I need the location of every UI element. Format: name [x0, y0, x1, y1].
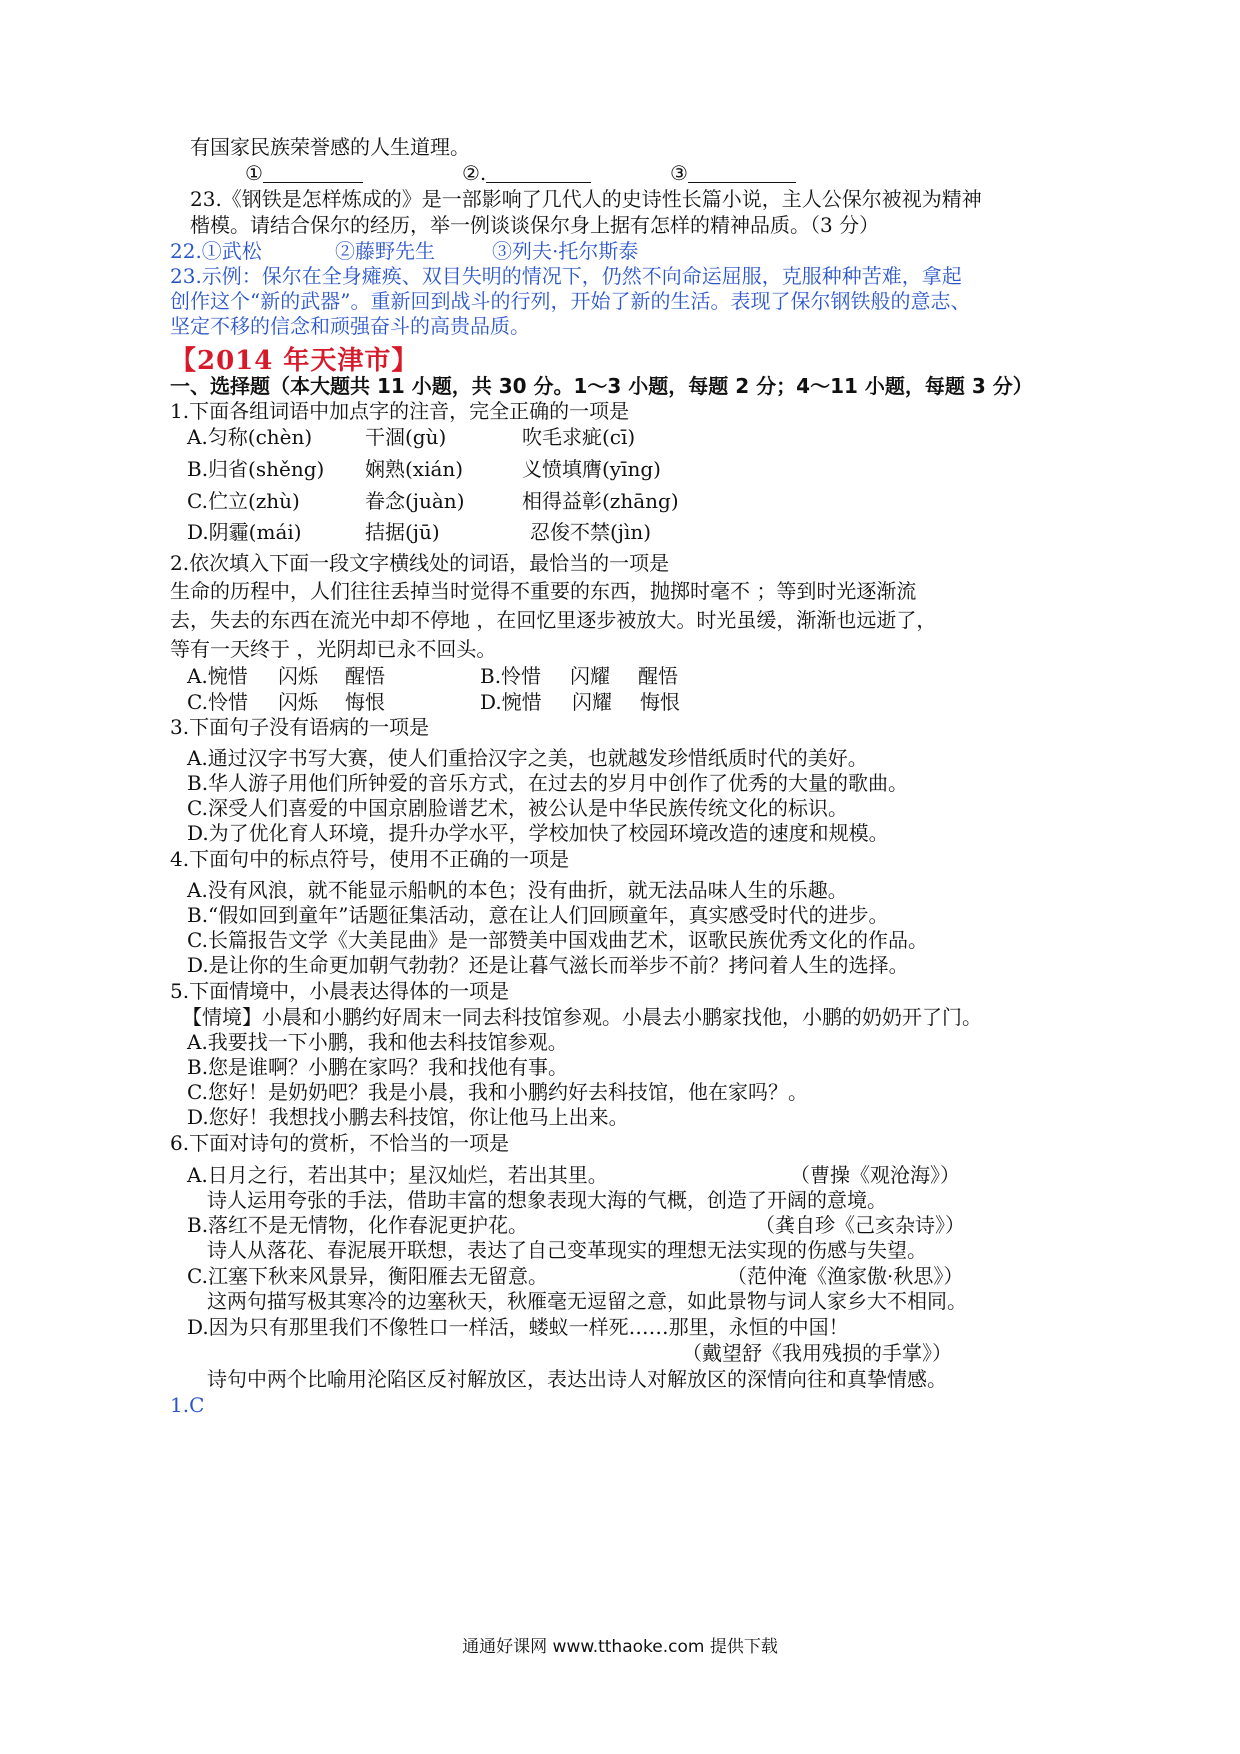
q1-a-3: 吹毛求疵(cī)	[522, 425, 636, 449]
q6-stem: 6.下面对诗句的赏析，不恰当的一项是	[170, 1131, 510, 1155]
q3-option-d: D.为了优化育人环境，提升办学水平，学校加快了校园环境改造的速度和规模。	[187, 821, 889, 845]
answer-22-1: 22.①武松	[170, 239, 262, 263]
q23-line2: 楷模。请结合保尔的经历，举一例谈谈保尔身上据有怎样的精神品质。（3 分）	[190, 213, 880, 237]
q4-option-c: C.长篇报告文学《大美昆曲》是一部赞美中国戏曲艺术，讴歌民族优秀文化的作品。	[187, 928, 928, 952]
q6-option-b: B.落红不是无情物，化作春泥更护花。	[187, 1213, 529, 1237]
q6-option-a-note: 诗人运用夸张的手法，借助丰富的想象表现大海的气概，创造了开阔的意境。	[207, 1188, 887, 1212]
q1-b-2: 娴熟(xián)	[365, 457, 464, 481]
q6-option-c: C.江塞下秋来风景异，衡阳雁去无留意。	[187, 1264, 548, 1288]
q5-stem: 5.下面情境中，小晨表达得体的一项是	[170, 979, 510, 1003]
q2-passage-1: 生命的历程中，人们往往丢掉当时觉得不重要的东西，抛掷时毫不 ；等到时光逐渐流	[170, 579, 917, 603]
blank-1-label: ①	[245, 161, 263, 185]
q1-a-2: 干涸(gù)	[365, 425, 447, 449]
answer-1: 1.C	[170, 1393, 205, 1417]
q5-option-b: B.您是谁啊？小鹏在家吗？我和找他有事。	[187, 1055, 569, 1079]
q3-option-b: B.华人游子用他们所钟爱的音乐方式，在过去的岁月中创作了优秀的大量的歌曲。	[187, 771, 909, 795]
blank-3	[670, 160, 796, 186]
q2-option-a-1: A.惋惜	[187, 664, 248, 688]
q6-option-d: D.因为只有那里我们不像牲口一样活，蝼蚁一样死……那里，永恒的中国！	[187, 1315, 849, 1339]
q2-option-c-1: C.怜惜	[187, 690, 248, 714]
q2-passage-2: 去，失去的东西在流光中却不停地 ，在回忆里逐步被放大。时光虽缓，渐渐也远逝了，	[170, 608, 937, 632]
q2-option-d-3: 悔恨	[640, 690, 680, 714]
q2-passage-3: 等有一天终于 ，光阴却已永不回头。	[170, 637, 497, 661]
q2-option-d-1: D.惋惜	[480, 690, 542, 714]
q6-option-d-note: 诗句中两个比喻用沦陷区反衬解放区，表达出诗人对解放区的深情向往和真挚情感。	[207, 1367, 947, 1391]
q1-d-2: 拮据(jū)	[365, 520, 440, 544]
q1-b-3: 义愤填膺(yīng)	[522, 457, 661, 481]
q3-stem: 3.下面句子没有语病的一项是	[170, 715, 430, 739]
intro-line: 有国家民族荣誉感的人生道理。	[190, 135, 470, 159]
answer-22-2: ②藤野先生	[335, 239, 435, 263]
q6-option-a-source: （曹操《观沧海》）	[790, 1163, 960, 1187]
q1-d-3: 忍俊不禁(jìn)	[530, 520, 652, 544]
q1-d-1: D.阴霾(mái)	[187, 520, 302, 544]
q23-line1: 23.《钢铁是怎样炼成的》是一部影响了几代人的史诗性长篇小说，主人公保尔被视为精神	[190, 187, 982, 211]
blank-2	[462, 160, 591, 186]
answer-22-3: ③列夫·托尔斯泰	[492, 239, 639, 263]
q2-option-c-2: 闪烁	[278, 690, 318, 714]
q6-option-c-source: （范仲淹《渔家傲·秋思》）	[727, 1264, 964, 1288]
q5-option-a: A.我要找一下小鹏，我和他去科技馆参观。	[187, 1030, 568, 1054]
answer-23-line1: 23.示例：保尔在全身瘫痪、双目失明的情况下，仍然不向命运屈服，克服种种苦难，拿起	[170, 264, 962, 288]
q2-option-c-3: 悔恨	[345, 690, 385, 714]
q1-a-1: A.匀称(chèn)	[187, 425, 313, 449]
q5-option-d: D.您好！我想找小鹏去科技馆，你让他马上出来。	[187, 1105, 629, 1129]
q3-option-a: A.通过汉字书写大赛，使人们重拾汉字之美，也就越发珍惜纸质时代的美好。	[187, 746, 868, 770]
blank-1	[245, 160, 363, 186]
q1-stem: 1.下面各组词语中加点字的注音，完全正确的一项是	[170, 399, 630, 423]
q2-option-b-3: 醒悟	[638, 664, 678, 688]
q4-option-a: A.没有风浪，就不能显示船帆的本色；没有曲折，就无法品味人生的乐趣。	[187, 878, 848, 902]
page-footer: 通通好课网 www.tthaoke.com 提供下载	[462, 1637, 778, 1657]
q1-c-1: C.伫立(zhù)	[187, 489, 300, 513]
q4-option-d: D.是让你的生命更加朝气勃勃？还是让暮气滋长而举步不前？拷问着人生的选择。	[187, 953, 909, 977]
section-instructions: 一、选择题（本大题共 11 小题，共 30 分。1～3 小题，每题 2 分；4～11 小题，每题 3 分）	[170, 374, 1033, 398]
q2-option-d-2: 闪耀	[572, 690, 612, 714]
q6-option-a: A.日月之行，若出其中；星汉灿烂，若出其里。	[187, 1163, 608, 1187]
q6-option-c-note: 这两句描写极其寒冷的边塞秋天，秋雁毫无逗留之意，如此景物与词人家乡大不相同。	[207, 1289, 967, 1313]
q2-option-a-3: 醒悟	[345, 664, 385, 688]
q3-option-c: C.深受人们喜爱的中国京剧脸谱艺术，被公认是中华民族传统文化的标识。	[187, 796, 848, 820]
q2-option-a-2: 闪烁	[278, 664, 318, 688]
q1-c-2: 眷念(juàn)	[365, 489, 465, 513]
q6-option-d-source: （戴望舒《我用残损的手掌》）	[682, 1341, 952, 1365]
q1-c-3: 相得益彰(zhāng)	[522, 489, 679, 513]
q4-stem: 4.下面句中的标点符号，使用不正确的一项是	[170, 847, 570, 871]
q4-option-b: B.“假如回到童年”话题征集活动，意在让人们回顾童年，真实感受时代的进步。	[187, 903, 889, 927]
q2-option-b-1: B.怜惜	[480, 664, 542, 688]
answer-23-line2: 创作这个“新的武器”。重新回到战斗的行列，开始了新的生活。表现了保尔钢铁般的意志、	[170, 289, 971, 313]
answer-23-line3: 坚定不移的信念和顽强奋斗的高贵品质。	[170, 314, 530, 338]
q2-stem: 2.依次填入下面一段文字横线处的词语，最恰当的一项是	[170, 551, 670, 575]
q6-option-b-note: 诗人从落花、春泥展开联想，表达了自己变革现实的理想无法实现的伤感与失望。	[207, 1238, 927, 1262]
q6-option-b-source: （龚自珍《己亥杂诗》）	[755, 1213, 965, 1237]
q5-context: 【情境】小晨和小鹏约好周末一同去科技馆参观。小晨去小鹏家找他，小鹏的奶奶开了门。	[182, 1005, 982, 1029]
section-heading: 【2014 年天津市】	[170, 346, 419, 376]
blank-2-label: ②.	[462, 161, 487, 185]
q5-option-c: C.您好！是奶奶吧？我是小晨，我和小鹏约好去科技馆，他在家吗？。	[187, 1080, 808, 1104]
blank-3-label: ③	[670, 161, 688, 185]
q2-option-b-2: 闪耀	[570, 664, 610, 688]
q1-b-1: B.归省(shěng)	[187, 457, 325, 481]
